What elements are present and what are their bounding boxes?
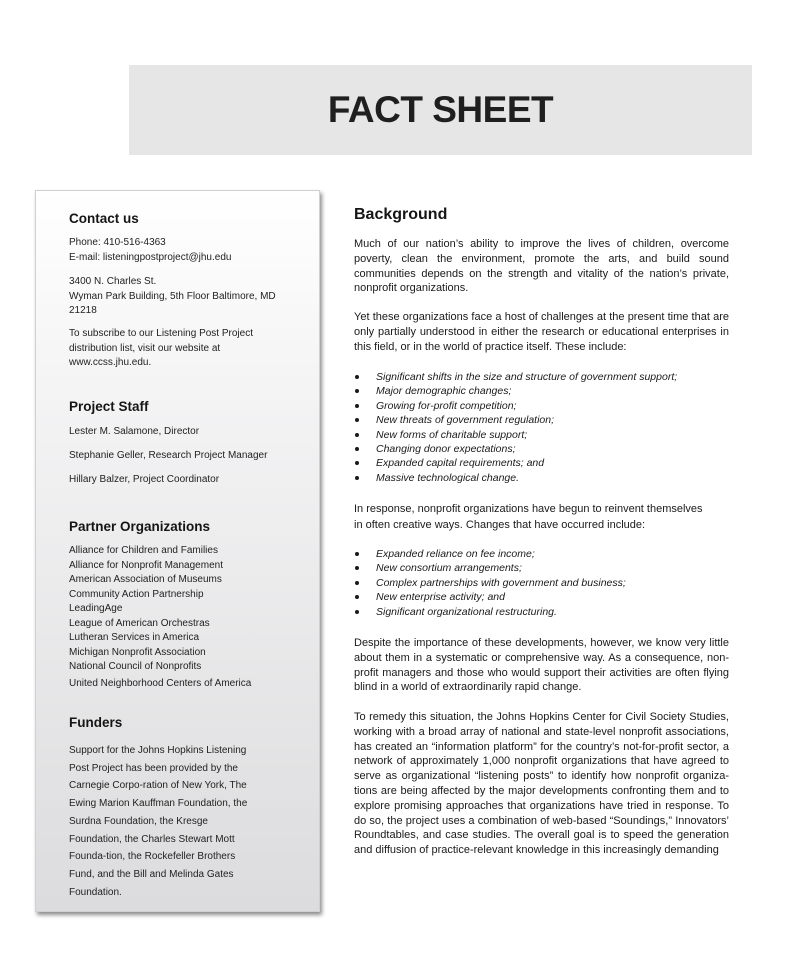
paragraph-text: To remedy this situation, the Johns Hopkins Center for Civil Society Studies, working with a broad array of national and state-level nonprofit associations, has created an “information platform” for the country’s not-for-profit sector, a network of approximately 1,000 nonprofit organizations that have agreed to serve as organizational “listening posts” to identify how nonprofit organiza-tions are being affected by the major developments confronting them and to explore promising approaches that organizations have tried in response. To do so, the project uses a combination of web-based “Soundings,” Innovators’ Roundtables, and case studies. The overall goal is to speed the generation and diffusion of practice-relevant knowledge in this increasingly demanding	[354, 711, 729, 857]
partners-list-wrap	[69, 544, 309, 675]
funders-body	[69, 742, 309, 901]
list-item: Growing for-profit competition;	[354, 399, 729, 413]
funders-line: Foundation.	[69, 886, 122, 898]
paragraph-text: Much of our nation’s ability to improve the lives of children, overcome poverty, clean the environment, promote the arts, and build sound communities depends on the strength and vitality of the nation’s private, nonprofit organizations.	[354, 238, 729, 295]
contact-details	[69, 236, 309, 265]
background-heading: Background	[354, 206, 448, 223]
funders-line: Founda-tion, the Rockefeller Brothers	[69, 851, 236, 863]
background-heading-wrap	[354, 206, 729, 224]
paragraph-text: in often creative ways. Changes that have occurred include:	[354, 519, 646, 531]
list-item: Expanded capital requirements; and	[354, 456, 729, 470]
page-title: FACT SHEET	[327, 89, 554, 130]
contact-heading: Contact us	[69, 211, 139, 226]
address-line: 21218	[69, 305, 97, 317]
paragraph-2	[354, 310, 729, 354]
list-item: Significant organizational restructuring.	[354, 605, 729, 619]
funders-section	[69, 715, 309, 730]
funders-line: Fund, and the Bill and Melinda Gates	[69, 868, 234, 880]
paragraph-3	[354, 501, 729, 533]
subscribe-line: distribution list, visit our website at	[69, 342, 221, 354]
staff-section	[69, 399, 309, 414]
partner-item: LeadingAge	[69, 603, 123, 614]
contact-phone: Phone: 410-516-4363	[69, 237, 166, 248]
staff-heading: Project Staff	[69, 399, 149, 414]
paragraph-text: In response, nonprofit organizations have begun to reinvent themselves	[354, 503, 703, 515]
paragraph-text: Despite the importance of these developments, however, we know very little about them in a systematic or comprehensive way. As a consequence, non-profit managers and those who would support their activities are often flying blind in a world of extraordinarily rapid change.	[354, 637, 729, 694]
address-line: 3400 N. Charles St.	[69, 276, 157, 287]
partner-item: League of American Orchestras	[69, 617, 210, 629]
contact-section	[69, 211, 309, 226]
paragraph-5	[354, 710, 729, 858]
funders-line: Ewing Marion Kauffman Foundation, the	[69, 798, 248, 810]
list-item: New threats of government regulation;	[354, 413, 729, 427]
partner-item: American Association of Museums	[69, 574, 222, 585]
partner-item: Lutheran Services in America	[69, 632, 200, 643]
challenges-list-wrap	[354, 370, 729, 485]
subscribe-line: To subscribe to our Listening Post Project	[69, 328, 253, 339]
partners-heading: Partner Organizations	[69, 519, 211, 534]
subscribe-note	[69, 327, 309, 371]
list-item: New enterprise activity; and	[354, 590, 729, 604]
list-item: New consortium arrangements;	[354, 561, 729, 575]
list-item: Expanded reliance on fee income;	[354, 547, 729, 561]
list-item: New forms of charitable support;	[354, 428, 729, 442]
paragraph-1	[354, 237, 729, 296]
partner-item: Community Action Partnership	[69, 588, 204, 600]
funders-line: Surdna Foundation, the Kresge	[69, 815, 208, 827]
partner-item: United Neighborhood Centers of America	[69, 678, 252, 689]
partner-item: National Council of Nonprofits	[69, 661, 202, 672]
funders-line: Support for the Johns Hopkins Listening	[69, 745, 247, 756]
changes-list	[354, 547, 729, 619]
list-item: Changing donor expectations;	[354, 442, 729, 456]
title-banner	[129, 65, 752, 155]
partner-item: Michigan Nonprofit Association	[69, 646, 206, 658]
website-link[interactable]: www.ccss.jhu.edu.	[69, 357, 152, 369]
list-item: Complex partnerships with government and business;	[354, 576, 729, 590]
partners-list	[69, 544, 309, 675]
paragraph-4	[354, 636, 729, 695]
funders-line: Carnegie Corpo-ration of New York, The	[69, 780, 247, 792]
sidebar-panel	[35, 190, 320, 912]
partners-section	[69, 519, 309, 534]
challenges-list	[354, 370, 729, 485]
partner-item: Alliance for Children and Families	[69, 545, 218, 556]
paragraph-text: Yet these organizations face a host of challenges at the present time that are only partially understood in either the research or educational enterprises in this field, or in the world of practice itself. These include:	[354, 311, 729, 353]
address-line: Wyman Park Building, 5th Floor Baltimore, MD	[69, 290, 276, 302]
partner-item: Alliance for Nonprofit Management	[69, 559, 223, 571]
funders-line: Post Project has been provided by the	[69, 762, 238, 774]
list-item: Massive technological change.	[354, 471, 729, 485]
staff-member: Hillary Balzer, Project Coordinator	[69, 474, 220, 485]
contact-email[interactable]: E-mail: listeningpostproject@jhu.edu	[69, 251, 232, 263]
changes-list-wrap	[354, 547, 729, 619]
funders-heading: Funders	[69, 715, 123, 730]
staff-member: Lester M. Salamone, Director	[69, 426, 200, 437]
contact-address	[69, 275, 309, 319]
list-item: Significant shifts in the size and structure of government support;	[354, 370, 729, 384]
funders-line: Foundation, the Charles Stewart Mott	[69, 833, 235, 845]
staff-member: Stephanie Geller, Research Project Manager	[69, 450, 268, 461]
list-item: Major demographic changes;	[354, 384, 729, 398]
